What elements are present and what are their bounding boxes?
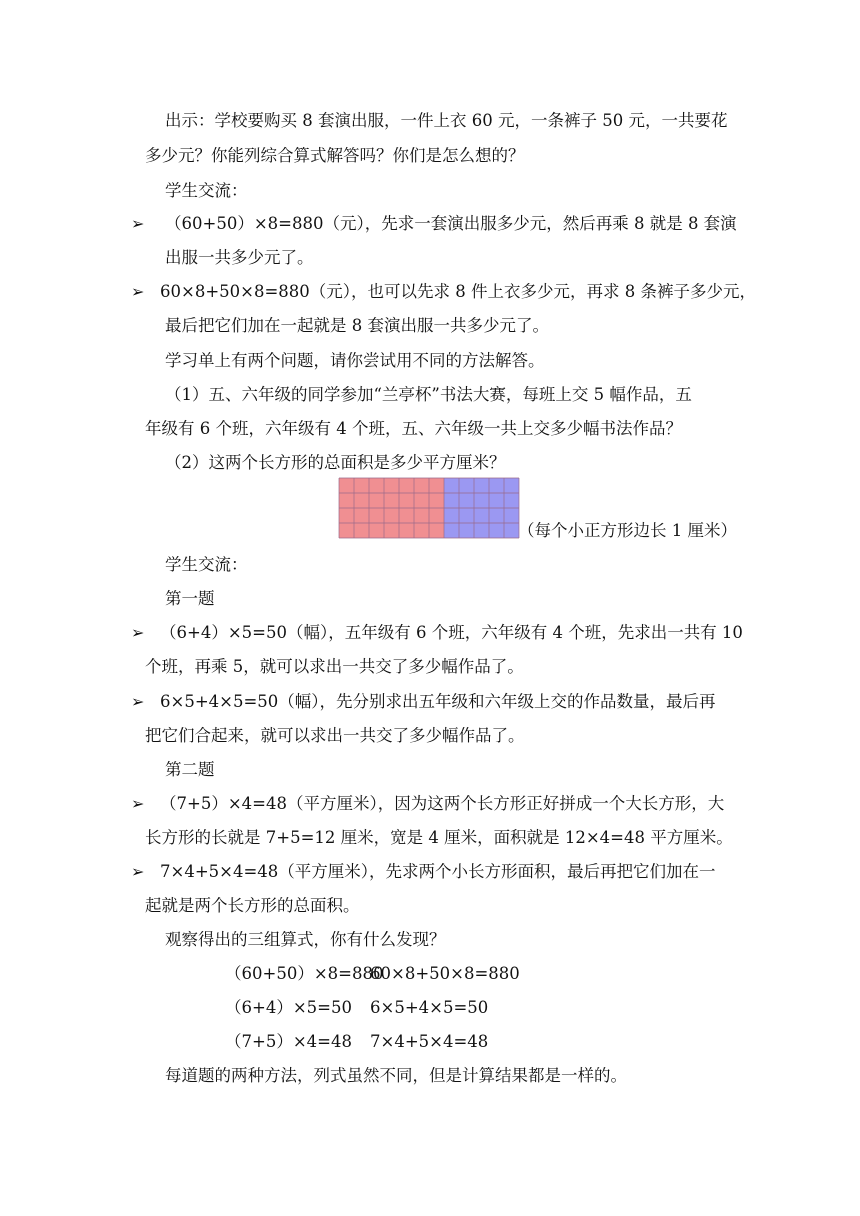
answer-4-line-1: 7×4+5×4=48（平方厘米），先求两个小长方形面积，最后再把它们加在一 <box>160 862 716 881</box>
formula-row-2-b: 6×5+4×5=50 <box>370 998 489 1017</box>
bullet-arrow-icon: ➢ <box>131 692 145 711</box>
figure-note: （每个小正方形边长 1 厘米） <box>518 521 737 540</box>
answer-3-line-2: 长方形的长就是 7+5=12 厘米，宽是 4 厘米，面积就是 12×4=48 平方厘米。 <box>145 828 733 847</box>
formula-row-1-a: （60+50）×8=880 <box>225 964 384 983</box>
question-1-line-1: （1）五、六年级的同学参加“兰亭杯”书法大赛，每班上交 5 幅作品，五 <box>165 385 692 404</box>
answer-4-line-2: 起就是两个长方形的总面积。 <box>145 896 360 915</box>
bullet-arrow-icon: ➢ <box>131 214 145 233</box>
method-2-line-1: 60×8+50×8=880（元），也可以先求 8 件上衣多少元，再求 8 条裤子多少元， <box>160 282 757 301</box>
formula-row-1-b: 60×8+50×8=880 <box>370 964 520 983</box>
answer-1-line-2: 个班，再乘 5，就可以求出一共交了多少幅作品了。 <box>145 657 524 676</box>
formula-row-3-b: 7×4+5×4=48 <box>370 1032 489 1051</box>
method-1-line-1: （60+50）×8=880（元），先求一套演出服多少元，然后再乘 8 就是 8 套演 <box>165 214 737 233</box>
answer-2-line-2: 把它们合起来，就可以求出一共交了多少幅作品了。 <box>145 726 525 745</box>
problem-2-heading: 第二题 <box>165 760 215 779</box>
student-exchange-label: 学生交流： <box>165 181 248 200</box>
worksheet-lead: 学习单上有两个问题，请你尝试用不同的方法解答。 <box>165 351 545 370</box>
bullet-arrow-icon: ➢ <box>131 282 145 301</box>
bullet-arrow-icon: ➢ <box>131 623 145 642</box>
method-2-line-2: 最后把它们加在一起就是 8 套演出服一共多少元了。 <box>165 316 549 335</box>
intro-line-2: 多少元？你能列综合算式解答吗？你们是怎么想的？ <box>145 146 525 165</box>
bullet-arrow-icon: ➢ <box>131 862 145 881</box>
question-1-line-2: 年级有 6 个班，六年级有 4 个班，五、六年级一共上交多少幅书法作品？ <box>145 419 682 438</box>
formula-row-2-a: （6+4）×5=50 <box>225 998 352 1017</box>
bullet-arrow-icon: ➢ <box>131 794 145 813</box>
answer-3-line-1: （7+5）×4=48（平方厘米），因为这两个长方形正好拼成一个大长方形，大 <box>160 794 725 813</box>
student-exchange-label-2: 学生交流： <box>165 555 248 574</box>
intro-line-1: 出示：学校要购买 8 套演出服，一件上衣 60 元，一条裤子 50 元，一共要花 <box>165 111 728 130</box>
formula-row-3-a: （7+5）×4=48 <box>225 1032 352 1051</box>
problem-1-heading: 第一题 <box>165 589 215 608</box>
question-2: （2）这两个长方形的总面积是多少平方厘米？ <box>165 453 506 472</box>
method-1-line-2: 出服一共多少元了。 <box>165 248 314 267</box>
rectangles-grid-figure <box>338 477 520 539</box>
conclusion: 每道题的两种方法，列式虽然不同，但是计算结果都是一样的。 <box>165 1066 627 1085</box>
summary-question: 观察得出的三组算式，你有什么发现？ <box>165 930 446 949</box>
answer-1-line-1: （6+4）×5=50（幅），五年级有 6 个班，六年级有 4 个班，先求出一共有 10 <box>160 623 743 642</box>
answer-2-line-1: 6×5+4×5=50（幅），先分别求出五年级和六年级上交的作品数量，最后再 <box>160 692 716 711</box>
